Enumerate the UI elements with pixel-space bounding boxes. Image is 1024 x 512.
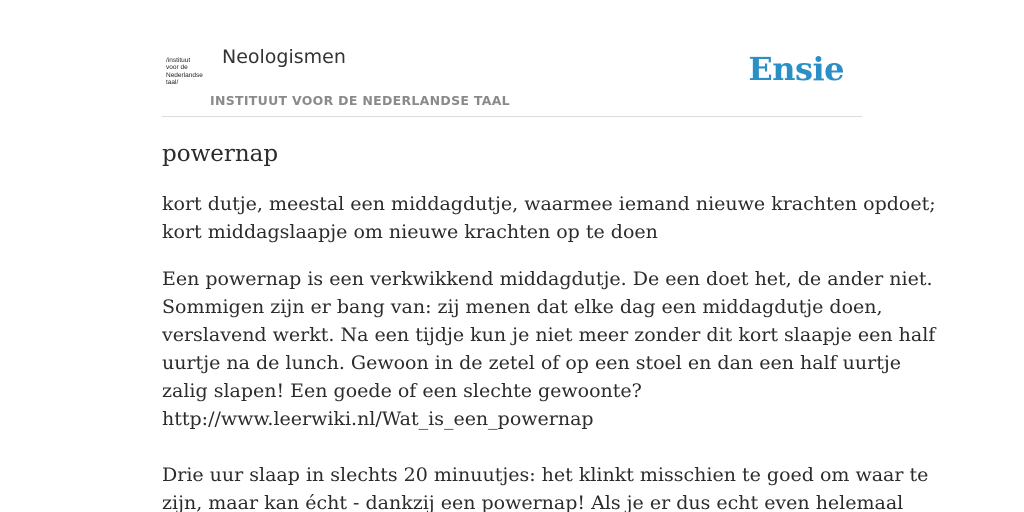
logo-text-line: Nederlandse [166,71,203,79]
example-line: zalig slapen! Een goede of een slechte gewoonte? [162,380,642,402]
example-line: Sommigen zijn er bang van: zij menen dat elke dag een middagdutje doen, [162,296,883,318]
site-header [162,40,862,117]
definition-line: kort dutje, meestal een middagdutje, waarmee iemand nieuwe krachten opdoet; [162,193,936,215]
source-subtitle: INSTITUUT VOOR DE NEDERLANDSE TAAL [210,93,510,108]
definition-line: kort middagslaapje om nieuwe krachten op te doen [162,221,658,243]
example-line: zijn, maar kan écht - dankzij een powernap! Als je er dus echt even helemaal [162,492,904,512]
example-line: Drie uur slaap in slechts 20 minuutjes: het klinkt misschien te goed om waar te [162,464,929,486]
entry-headword: powernap [162,141,279,167]
logo-text-line: taal/ [166,79,179,87]
paragraph-gap [162,433,862,461]
entry-definition [162,190,936,246]
ensie-brand-logo[interactable]: Ensie [748,50,844,88]
logo-text-line: voor de [166,64,188,72]
logo-text-line: /instituut [166,57,191,64]
example-line: uurtje na de lunch. Gewoon in de zetel of op een stoel en dan een half uurtje [162,352,902,374]
example-line: verslavend werkt. Na een tijdje kun je niet meer zonder dit kort slaapje een half [162,324,936,346]
example-line: Een powernap is een verkwikkend middagdutje. De een doet het, de ander niet. [162,268,933,290]
entry-example [162,265,936,512]
institute-logo[interactable] [166,57,206,89]
entry-content [162,136,936,512]
source-url: http://www.leerwiki.nl/Wat_is_een_powernap [162,408,594,430]
source-title-link[interactable]: Neologismen [222,46,346,68]
